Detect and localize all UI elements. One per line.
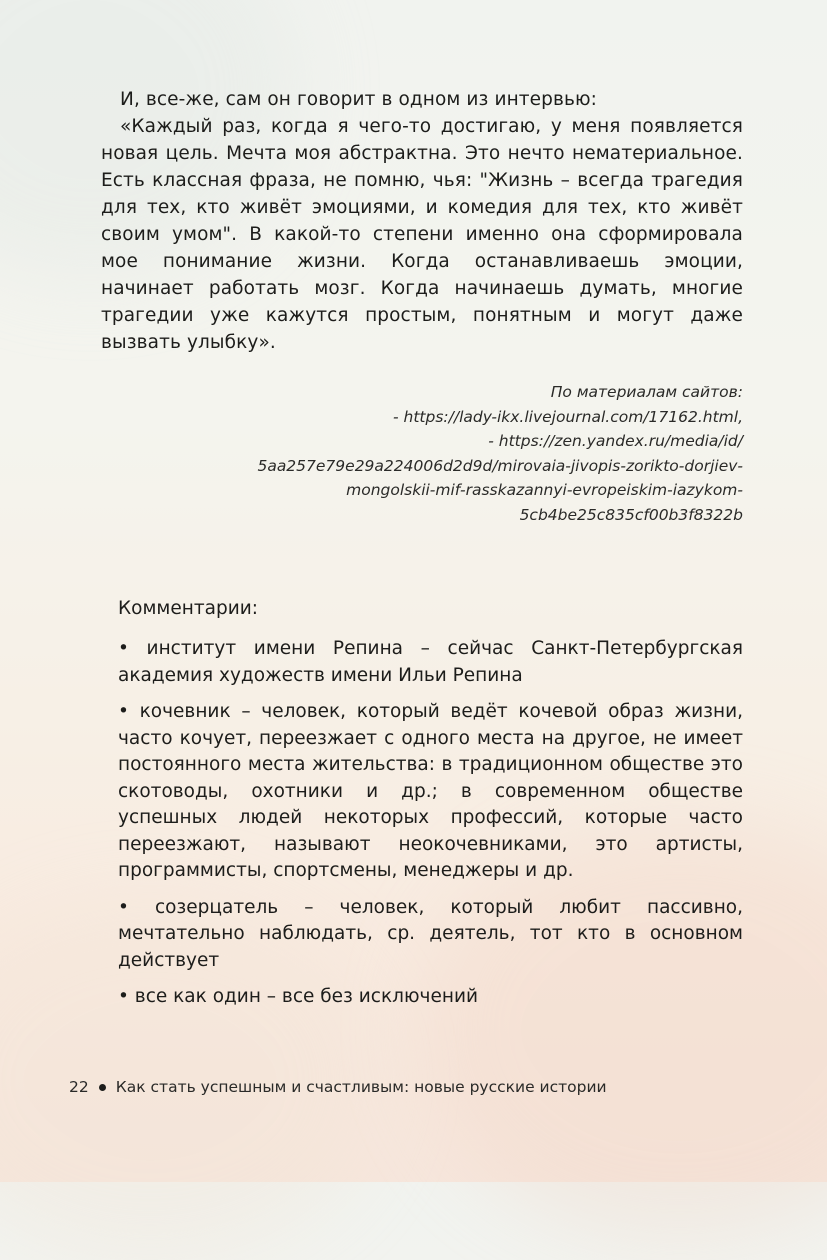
source-link[interactable]: - https://lady-ikx.livejournal.com/17162.html, (393, 407, 743, 426)
source-link[interactable]: 5aa257e79e29a224006d2d9d/mirovaia-jivopis-zorikto-dorjiev- (257, 456, 743, 475)
quote-text: «Каждый раз, когда я чего-то достигаю, у меня появляется новая цель. Мечта моя абстрактна. Это нечто нематериальное. Есть классная фраза, не помню, чья: "Жизнь – всегда трагедия для тех, кто живёт эмоциями, и комедия для тех, кто живёт своим умом". В какой-то степени именно она сформировала мое понимание жизни. Когда останавливаешь эмоции, начинает работать мозг. Когда начинаешь думать, многие трагедии уже кажутся простым, понятным и могут даже вызвать улыбку». (101, 116, 743, 353)
sources-block (183, 380, 743, 527)
sources-heading: По материалам сайтов: (550, 383, 743, 401)
comments-heading: Комментарии: (118, 598, 258, 619)
source-link[interactable]: - https://zen.yandex.ru/media/id/ (488, 432, 743, 450)
quote-intro: И, все-же, сам он говорит в одном из интервью: (120, 89, 597, 110)
page-footer (69, 1078, 607, 1096)
comment-item: • все как один – все без исключений (118, 986, 479, 1007)
source-link[interactable]: mongolskii-mif-rasskazannyi-evropeiskim-iazykom- (346, 481, 743, 499)
comment-item: • созерцатель – человек, который любит пассивно, мечтательно наблюдать, ср. деятель, тот кто в основном действует (118, 896, 743, 971)
bullet-dot-icon (99, 1084, 106, 1091)
comments-section (118, 595, 743, 1021)
book-title: Как стать успешным и счастливым: новые русские истории (115, 1078, 607, 1096)
quote-section (101, 86, 743, 356)
source-link[interactable]: 5cb4be25c835cf00b3f8322b (519, 505, 743, 524)
page-number: 22 (69, 1078, 89, 1096)
comment-item: • кочевник – человек, который ведёт кочевой образ жизни, часто кочует, переезжает с одного места на другое, не имеет постоянного места жительства: в традиционном обществе это скотоводы, охотники и др.; в современном обществе успешных людей некоторых профессий, которые часто переезжают, называют неокочевниками, это артисты, программисты, спортсмены, менеджеры и др. (118, 701, 743, 881)
comment-item: • институт имени Репина – сейчас Санкт-Петербургская академия художеств имени Ильи Репина (118, 638, 743, 686)
